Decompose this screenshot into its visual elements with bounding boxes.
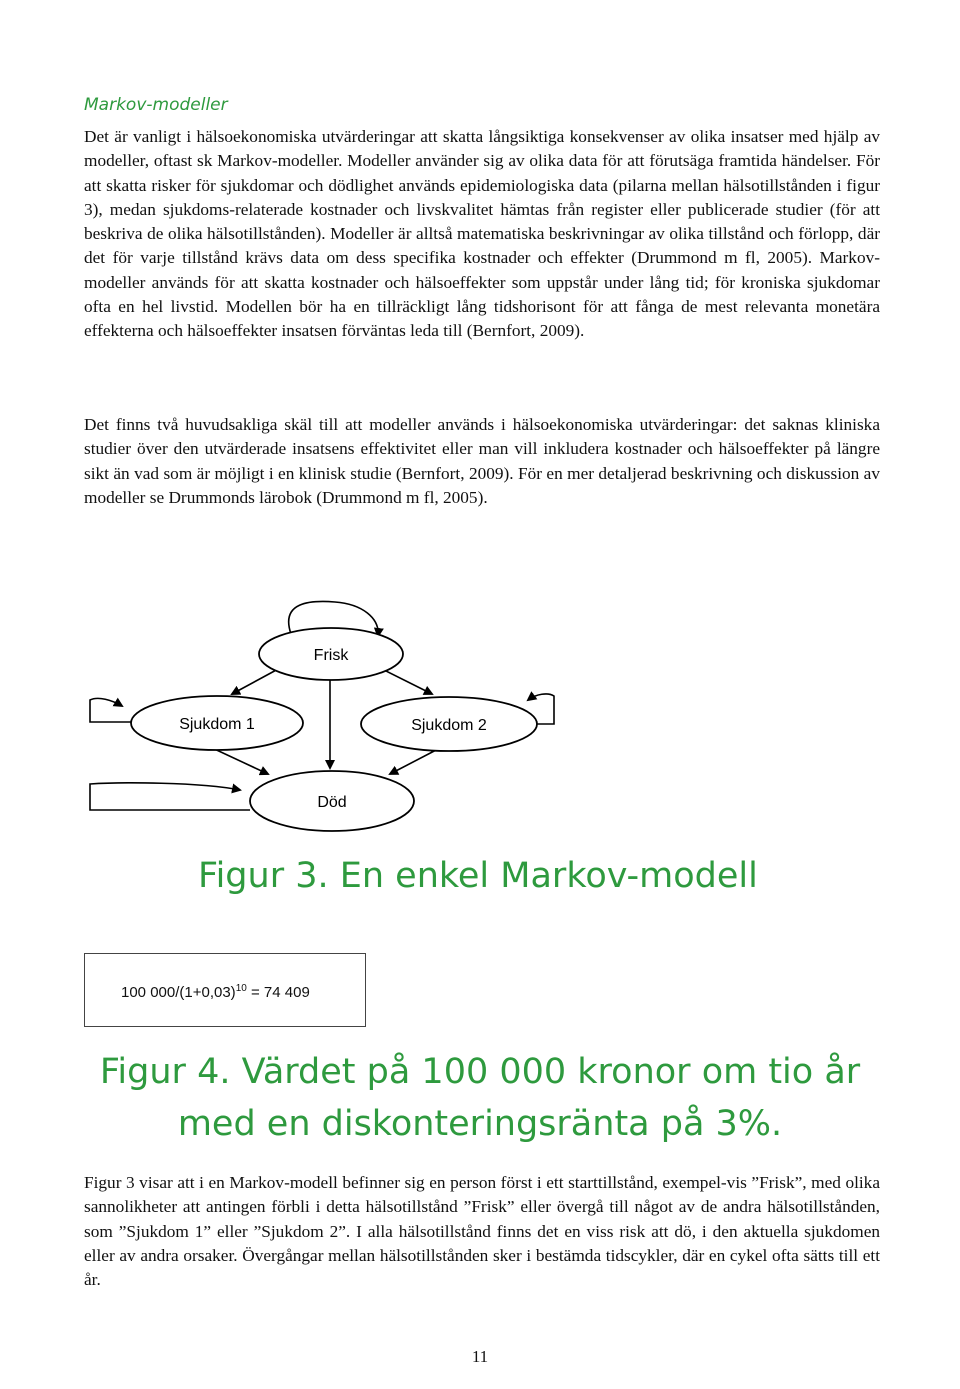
figure-4-caption-line-2: med en diskonteringsränta på 3%.	[177, 1104, 783, 1144]
figure-4-caption	[0, 1046, 960, 1150]
paragraph-reasons: Det finns två huvudsakliga skäl till att modeller används i hälsoekonomiska utvärderingar: det saknas kliniska studier över den utvärderade insatsens effektivitet eller man vill inkludera kostnader och hälsoeffekter på längre sikt än vad som är möjligt i en klinisk studie (Bernfort, 2009). För en mer detaljerad beskrivning och diskussion av modeller se Drummonds lärobok (Drummond m fl, 2005).	[84, 415, 880, 507]
page-number: 11	[471, 1347, 489, 1366]
section-heading: Markov-modeller	[84, 95, 228, 115]
arrow-frisk-sjukdom1	[232, 668, 280, 694]
arrow-frisk-sjukdom2	[380, 668, 432, 694]
formula-result: = 74 409	[246, 984, 310, 1001]
state-label-dod: Död	[317, 794, 347, 811]
figure-3-caption: Figur 3. En enkel Markov-modell	[198, 856, 758, 896]
formula-exponent: 10	[235, 983, 247, 994]
arrow-sjukdom2-dod	[390, 748, 440, 774]
state-label-sjukdom1: Sjukdom 1	[179, 716, 255, 733]
formula-base: 100 000/(1+0,03)	[121, 984, 236, 1001]
state-label-frisk: Frisk	[313, 647, 349, 664]
paragraph-models-intro: Det är vanligt i hälsoekonomiska utvärderingar att skatta långsiktiga konsekvenser av olika insatser med hjälp av modeller, oftast sk Markov-modeller. Modeller använder sig av olika data för att förutsäga framtida händelser. För att skatta risker för sjukdomar och dödlighet används epidemiologiska data (pilarna mellan hälsotillstånden i figur 3), medan sjukdoms-relaterade kostnader och livskvalitet hämtas från register eller publicerade studier (för att beskriva de olika hälsotillstånden). Modeller är alltså matematiska beskrivningar av olika tillstånd och förlopp, där det för varje tillstånd krävs data om dess specifika kostnader och effekter (Drummond m fl, 2005). Markov-modeller används för att skatta kostnader och hälsoeffekter som uppstår under lång tid; för kroniska sjukdomar ofta en hel livstid. Modellen bör ha en tillräckligt lång tidshorisont för att fånga de mest relevanta monetära effekterna och hälsoeffekter insatsen förväntas leda till (Bernfort, 2009).	[84, 127, 880, 341]
formula-box	[84, 953, 366, 1027]
paragraph-figure-explanation: Figur 3 visar att i en Markov-modell befinner sig en person först i ett starttillstånd, exempel-vis ”Frisk”, med olika sannolikheter att antingen förbli i detta hälsotillstånd ”Frisk” eller övergå till något av de andra hälsotillstånden, som ”Sjukdom 1” eller ”Sjukdom 2”. I alla hälsotillstånd finns det en viss risk att dö, i den aktuella sjukdomen eller av andra orsaker. Övergångar mellan hälsotillstånden sker i bestämda tidscykler, där en cykel ofta sätts till ett år.	[84, 1173, 880, 1290]
loop-dod	[90, 783, 250, 810]
discount-formula	[121, 983, 310, 1001]
figure-4-caption-line-1: Figur 4. Värdet på 100 000 kronor om tio år	[99, 1052, 861, 1092]
state-label-sjukdom2: Sjukdom 2	[411, 717, 487, 734]
markov-diagram	[80, 598, 580, 848]
